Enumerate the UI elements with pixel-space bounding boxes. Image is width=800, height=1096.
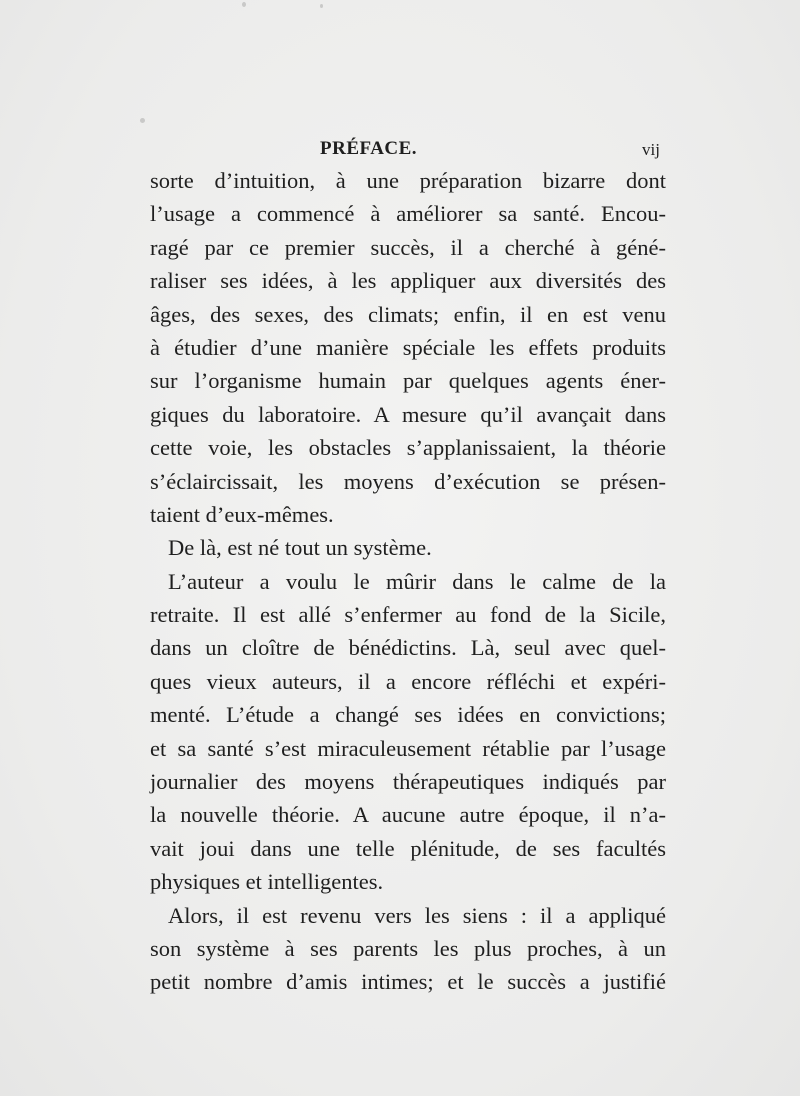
text-line: journalier des moyens thérapeutiques indiqués par: [150, 769, 666, 795]
text-line: l’usage a commencé à améliorer sa santé. Encou-: [150, 201, 666, 227]
text-line: sorte d’intuition, à une préparation bizarre dont: [150, 168, 666, 193]
text-line: L’auteur a voulu le mûrir dans le calme de la: [168, 568, 666, 594]
text-line: dans un cloître de bénédictins. Là, seul avec quel-: [150, 635, 666, 661]
text-line: la nouvelle théorie. A aucune autre époque, il n’a-: [150, 802, 666, 828]
text-line: De là, est né tout un système.: [168, 535, 432, 561]
text-line: menté. L’étude a changé ses idées en convictions;: [150, 702, 666, 728]
body-text: [150, 164, 666, 999]
text-line: son système à ses parents les plus proches, à un: [150, 935, 666, 961]
text-line: vait joui dans une telle plénitude, de ses facultés: [150, 835, 666, 861]
text-line: raliser ses idées, à les appliquer aux diversités des: [150, 268, 666, 294]
text-line: petit nombre d’amis intimes; et le succès a justifié: [150, 969, 666, 995]
text-line: giques du laboratoire. A mesure qu’il avançait dans: [150, 401, 666, 427]
text-line: ragé par ce premier succès, il a cherché à géné-: [150, 234, 666, 260]
text-line: à étudier d’une manière spéciale les effets produits: [150, 334, 666, 360]
text-line: physiques et intelligentes.: [150, 869, 384, 895]
paper-speck: [320, 4, 323, 8]
text-line: s’éclaircissait, les moyens d’exécution se présen-: [150, 468, 666, 494]
running-head: [150, 138, 660, 162]
text-line: taient d’eux-mêmes.: [150, 501, 334, 527]
page-number: vij: [642, 140, 660, 159]
paper-speck: [140, 118, 145, 123]
text-line: Alors, il est revenu vers les siens : il a appliqué: [168, 902, 666, 928]
text-line: ques vieux auteurs, il a encore réfléchi et expéri-: [150, 668, 666, 694]
text-line: âges, des sexes, des climats; enfin, il en est venu: [150, 301, 666, 327]
text-line: retraite. Il est allé s’enfermer au fond de la Sicile,: [150, 602, 666, 628]
paper-speck: [242, 2, 246, 7]
text-line: et sa santé s’est miraculeusement rétablie par l’usage: [150, 735, 666, 761]
running-head-title: PRÉFACE.: [320, 138, 418, 159]
text-line: sur l’organisme humain par quelques agents éner-: [150, 368, 666, 394]
text-line: cette voie, les obstacles s’applanissaient, la théorie: [150, 435, 666, 461]
